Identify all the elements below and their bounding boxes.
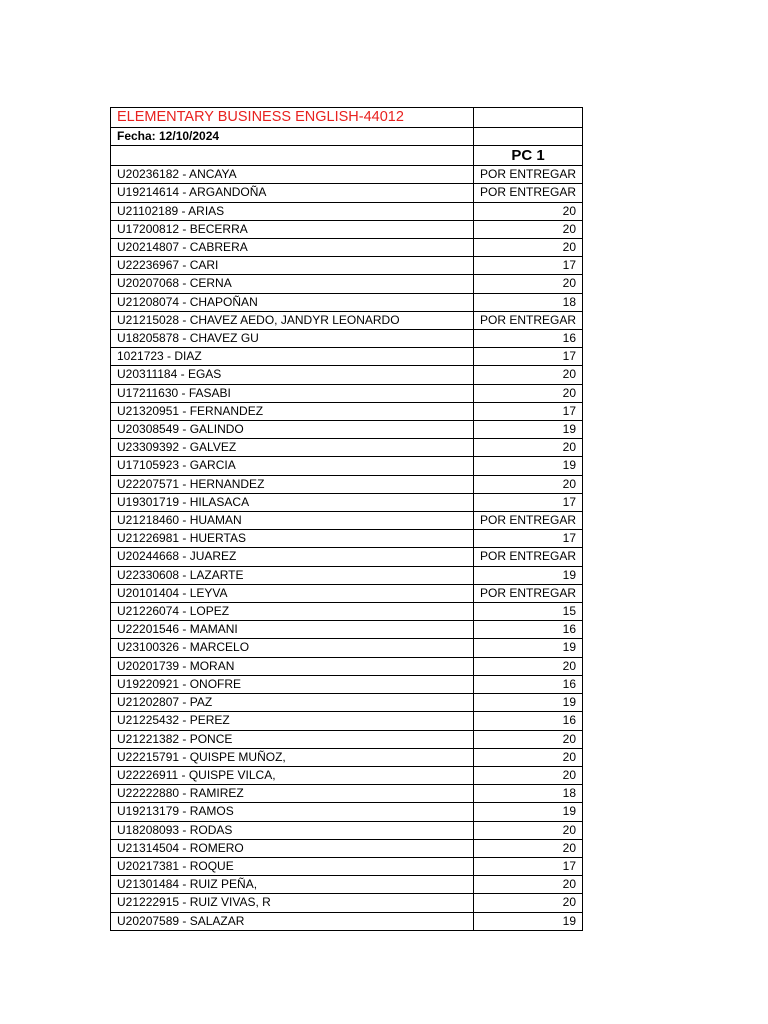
pc1-score-cell: 20 xyxy=(474,876,583,894)
student-row xyxy=(111,730,583,748)
student-row xyxy=(111,694,583,712)
student-row xyxy=(111,748,583,766)
pc1-score-cell: POR ENTREGAR xyxy=(474,512,583,530)
student-name-cell: U18208093 - RODAS xyxy=(111,821,474,839)
student-name-cell: U22330608 - LAZARTE xyxy=(111,566,474,584)
pc1-score-cell: 19 xyxy=(474,912,583,930)
student-row xyxy=(111,876,583,894)
title-row xyxy=(111,108,583,128)
student-name-cell: U22236967 - CARI xyxy=(111,257,474,275)
pc1-score-cell: 20 xyxy=(474,839,583,857)
student-row xyxy=(111,603,583,621)
student-name-cell: U23309392 - GALVEZ xyxy=(111,439,474,457)
student-name-cell: U20207589 - SALAZAR xyxy=(111,912,474,930)
pc1-score-cell: 19 xyxy=(474,803,583,821)
pc1-score-cell: 19 xyxy=(474,457,583,475)
student-name-cell: U21221382 - PONCE xyxy=(111,730,474,748)
pc1-score-cell: POR ENTREGAR xyxy=(474,584,583,602)
student-name-cell: U19214614 - ARGANDOÑA xyxy=(111,184,474,202)
student-name-cell: U21301484 - RUIZ PEÑA, xyxy=(111,876,474,894)
pc1-score-cell: 20 xyxy=(474,748,583,766)
pc1-score-cell: 19 xyxy=(474,639,583,657)
student-row xyxy=(111,639,583,657)
student-name-cell: U22201546 - MAMANI xyxy=(111,621,474,639)
student-row xyxy=(111,275,583,293)
student-row xyxy=(111,512,583,530)
student-name-cell: U17200812 - BECERRA xyxy=(111,220,474,238)
student-name-cell: U20308549 - GALINDO xyxy=(111,421,474,439)
student-row xyxy=(111,584,583,602)
student-name-cell: U23100326 - MARCELO xyxy=(111,639,474,657)
student-row xyxy=(111,220,583,238)
student-row xyxy=(111,712,583,730)
date-label: Fecha: 12/10/2024 xyxy=(111,128,474,146)
student-name-cell: U21314504 - ROMERO xyxy=(111,839,474,857)
student-row xyxy=(111,184,583,202)
pc1-score-cell: 20 xyxy=(474,475,583,493)
pc1-score-cell: POR ENTREGAR xyxy=(474,166,583,184)
student-row xyxy=(111,675,583,693)
student-row xyxy=(111,384,583,402)
student-row xyxy=(111,839,583,857)
pc1-column-header: PC 1 xyxy=(474,146,583,166)
student-name-cell: U21226981 - HUERTAS xyxy=(111,530,474,548)
pc1-score-cell: 16 xyxy=(474,675,583,693)
student-row xyxy=(111,657,583,675)
student-name-cell: U21208074 - CHAPOÑAN xyxy=(111,293,474,311)
student-row xyxy=(111,566,583,584)
student-name-cell: U20201739 - MORAN xyxy=(111,657,474,675)
student-row xyxy=(111,421,583,439)
student-row xyxy=(111,821,583,839)
student-name-cell: U21226074 - LOPEZ xyxy=(111,603,474,621)
grades-table xyxy=(110,107,583,931)
pc1-score-cell: 17 xyxy=(474,530,583,548)
student-name-cell: U20214807 - CABRERA xyxy=(111,239,474,257)
student-name-cell: U19301719 - HILASACA xyxy=(111,493,474,511)
title-empty-cell xyxy=(474,108,583,128)
pc1-score-cell: POR ENTREGAR xyxy=(474,548,583,566)
pc1-score-cell: 18 xyxy=(474,293,583,311)
student-name-cell: U21225432 - PEREZ xyxy=(111,712,474,730)
date-empty-cell xyxy=(474,128,583,146)
pc1-score-cell: 20 xyxy=(474,366,583,384)
pc1-score-cell: 20 xyxy=(474,384,583,402)
student-name-cell: U17211630 - FASABI xyxy=(111,384,474,402)
pc1-score-cell: POR ENTREGAR xyxy=(474,311,583,329)
student-row xyxy=(111,857,583,875)
pc1-score-cell: 20 xyxy=(474,439,583,457)
student-row xyxy=(111,766,583,784)
column-header-row xyxy=(111,146,583,166)
student-row xyxy=(111,475,583,493)
pc1-score-cell: 19 xyxy=(474,694,583,712)
student-row xyxy=(111,530,583,548)
student-row xyxy=(111,493,583,511)
pc1-score-cell: 17 xyxy=(474,493,583,511)
pc1-score-cell: 17 xyxy=(474,348,583,366)
pc1-score-cell: 20 xyxy=(474,730,583,748)
pc1-score-cell: 20 xyxy=(474,220,583,238)
student-row xyxy=(111,457,583,475)
student-name-cell: U21218460 - HUAMAN xyxy=(111,512,474,530)
student-row xyxy=(111,366,583,384)
student-name-cell: U18205878 - CHAVEZ GU xyxy=(111,330,474,348)
student-name-cell: U22226911 - QUISPE VILCA, xyxy=(111,766,474,784)
student-name-cell: U20311184 - EGAS xyxy=(111,366,474,384)
header-empty-cell xyxy=(111,146,474,166)
pc1-score-cell: 17 xyxy=(474,257,583,275)
student-row xyxy=(111,439,583,457)
pc1-score-cell: POR ENTREGAR xyxy=(474,184,583,202)
student-name-cell: U21202807 - PAZ xyxy=(111,694,474,712)
pc1-score-cell: 20 xyxy=(474,657,583,675)
student-name-cell: U19213179 - RAMOS xyxy=(111,803,474,821)
pc1-score-cell: 20 xyxy=(474,275,583,293)
pc1-score-cell: 16 xyxy=(474,621,583,639)
course-title: ELEMENTARY BUSINESS ENGLISH-44012 xyxy=(111,108,474,128)
student-row xyxy=(111,548,583,566)
pc1-score-cell: 16 xyxy=(474,330,583,348)
student-name-cell: U20244668 - JUAREZ xyxy=(111,548,474,566)
pc1-score-cell: 20 xyxy=(474,821,583,839)
student-row xyxy=(111,202,583,220)
student-row xyxy=(111,894,583,912)
student-row xyxy=(111,293,583,311)
student-name-cell: 1021723 - DIAZ xyxy=(111,348,474,366)
student-name-cell: U21222915 - RUIZ VIVAS, R xyxy=(111,894,474,912)
pc1-score-cell: 20 xyxy=(474,766,583,784)
pc1-score-cell: 20 xyxy=(474,202,583,220)
student-row xyxy=(111,803,583,821)
student-name-cell: U20217381 - ROQUE xyxy=(111,857,474,875)
pc1-score-cell: 18 xyxy=(474,785,583,803)
student-name-cell: U21102189 - ARIAS xyxy=(111,202,474,220)
pc1-score-cell: 20 xyxy=(474,894,583,912)
student-row xyxy=(111,311,583,329)
pc1-score-cell: 16 xyxy=(474,712,583,730)
grades-table-body xyxy=(111,108,583,931)
student-name-cell: U20101404 - LEYVA xyxy=(111,584,474,602)
student-name-cell: U21320951 - FERNANDEZ xyxy=(111,402,474,420)
pc1-score-cell: 19 xyxy=(474,566,583,584)
student-name-cell: U17105923 - GARCIA xyxy=(111,457,474,475)
student-row xyxy=(111,166,583,184)
student-name-cell: U20236182 - ANCAYA xyxy=(111,166,474,184)
student-row xyxy=(111,402,583,420)
student-name-cell: U22207571 - HERNANDEZ xyxy=(111,475,474,493)
pc1-score-cell: 15 xyxy=(474,603,583,621)
student-name-cell: U20207068 - CERNA xyxy=(111,275,474,293)
student-row xyxy=(111,330,583,348)
date-row xyxy=(111,128,583,146)
student-name-cell: U22222880 - RAMIREZ xyxy=(111,785,474,803)
pc1-score-cell: 19 xyxy=(474,421,583,439)
student-row xyxy=(111,785,583,803)
student-row xyxy=(111,239,583,257)
pc1-score-cell: 17 xyxy=(474,402,583,420)
student-row xyxy=(111,621,583,639)
student-row xyxy=(111,257,583,275)
student-name-cell: U21215028 - CHAVEZ AEDO, JANDYR LEONARDO xyxy=(111,311,474,329)
student-row xyxy=(111,912,583,930)
student-name-cell: U22215791 - QUISPE MUÑOZ, xyxy=(111,748,474,766)
pc1-score-cell: 20 xyxy=(474,239,583,257)
student-name-cell: U19220921 - ONOFRE xyxy=(111,675,474,693)
student-row xyxy=(111,348,583,366)
pc1-score-cell: 17 xyxy=(474,857,583,875)
